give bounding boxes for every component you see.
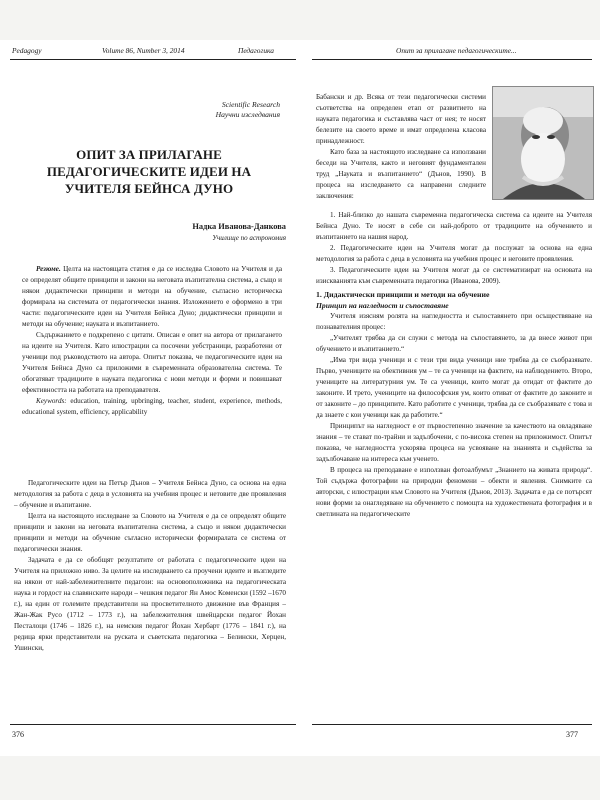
page-number-left: 376 (12, 730, 24, 739)
page-number-right: 377 (566, 730, 578, 739)
right-page (304, 40, 600, 756)
quote-paragraph: „Учителят трябва да си служи с метода на съпоставянето, за да внесе живот при обучението и възпитанието.“ (316, 334, 592, 353)
journal-name: Pedagogy (12, 46, 42, 55)
body-paragraph: Принципът на нагледност е от първостепенно значение за качеството на овладяване знания – те стават по-трайни и задълбочени, с по-висока степен на приложимост. Опитът показва, че нагледността ускорява процеса на усвояване на знанията и съдейства за задълбочаване на интереса към ученето. (316, 422, 592, 463)
body-paragraph: Задачата е да се обобщят резултатите от работата с педагогическите идеи на Учителя на приложно ниво. За целите на изследването са проучени идеите и възгледите на някои от най-забележителните педагози: на основоположника на педагогическата наука и гордост на славянските народи – чешкия педагог Ян Амос Коменски (1592 –1670 г.), на един от големите представители на просветителното движение във Франция – Жан-Жак Русо (1712 – 1773 г.), на забележителния швейцарски педагог Йохан Песталоци (1746 – 1826 г.), на немския педагог Йохан Хербарт (1776 – 1841 г.), на редица ярки представители на руската и съветската педагогика – Белински, Херцен, Ушински, (14, 556, 286, 652)
author-portrait-photo (492, 86, 594, 200)
body-paragraph: Целта на настоящото изследване за Словото на Учителя е да се определят общите принципи и закони на неговата възпитателна система, а също и някои дидактически принципи и методи на обучение съгласно исторически формиралата се система от педагогически знания. (14, 512, 286, 553)
numbered-item: 1. Най-близко до нашата съвременна педагогическа система са идеите на Учителя Бейнса Дуно. Те носят в себе си най-доброто от традициите на обучението и възпитанието на нашия народ. (316, 211, 592, 241)
left-page (0, 40, 304, 756)
footer-rule (312, 724, 592, 725)
keywords-label: Keywords: (36, 397, 67, 405)
abstract-p2: Съдържанието е подкрепено с цитати. Описан е опит на автора от прилагането на идеите на Учителя. Като илюстрации са посочени уебстраници, разработени от ученици под ръководството на автора. Опитът показва, че педагогическите идеи на Учителя Бейнса Дуно са приложими в съвременната образователна система. Те обогатяват традициите в науката педагогика с нови методи и форми и повишават ефективността на работата на преподавателя. (22, 331, 282, 394)
abstract (22, 264, 282, 418)
keywords: education, training, upbringing, teacher, student, experience, methods, educational system, efficiency, applicability (22, 397, 282, 416)
article-title: ОПИТ ЗА ПРИЛАГАНЕ ПЕДАГОГИЧЕСКИТЕ ИДЕИ НА УЧИТЕЛЯ БЕЙНСА ДУНО (46, 147, 252, 196)
section-label-bg: Научни изследвания (215, 110, 280, 119)
subsection-heading: Принцип на нагледност и съпоставяне (316, 301, 449, 310)
header-rule (10, 59, 296, 60)
body-paragraph: Учителя изясням ролята на нагледността и съпоставянето при осъществяване на познавателния процес: (316, 312, 592, 331)
section-heading: 1. Дидактически принципи и методи на обучение (316, 290, 490, 299)
body-left (14, 478, 286, 654)
body-paragraph: В процеса на преподаване е използван фотоалбумът „Знанието на живата природа“. Той съдържа фотографии на природни феномени – обекти и явления. Снимките са авторски, с илюстрации към Словото на Учителя (Дънов, 2013). Задачата е да се потърсят нови форми за онагледяване на обучението с помощта на художествената фотография и в светлината на педагогическите (316, 466, 592, 518)
column-main (316, 210, 592, 520)
numbered-item: 2. Педагогическите идеи на Учителя могат да послужат за основа на една методология за работа с деца в условията на учебния процес и неговите проявления. (316, 244, 592, 263)
column-top (316, 92, 486, 202)
abstract-text: Целта на настоящата статия е да се изследва Словото на Учителя и да се определят общите принципи и закони на неговата възпитателна система, а също и някои дидактически принципи и методи на обучение, съгласно историческа формирала на системата от педагогически знания. Изложението е оформено в три части: педагогическите идеи на Учителя Бейнса Дуно; дидактически принципи и методи на обучение; науката и възпитанието. (22, 265, 282, 328)
author-affiliation: Училище по астрономия (212, 234, 286, 242)
portrait-image (493, 87, 593, 199)
body-paragraph: Бабански и др. Всяка от тези педагогически системи съответства на определен етап от развитието на науката педагогика и съставлява част от нея; те носят белезите на своето време и имат определена класова принадлежност. (316, 93, 486, 145)
section-label-en: Scientific Research (221, 100, 280, 109)
numbered-item: 3. Педагогическите идеи на Учителя могат да се систематизират на основата на изискванията към съвременната педагогика (Иванова, 2009). (316, 266, 592, 285)
body-paragraph: Като база за настоящото изследване са използвани беседи на Учителя, както и неговият фундаментален труд „Науката и възпитанието“ (Дънов, 1990). В процеса на изследването са направени следните заключения: (316, 148, 486, 200)
body-paragraph: Педагогическите идеи на Петър Дънов – Учителя Бейнса Дуно, са основа на една методология за работа с деца в условията на учебния процес и нетовите две проявления – обучение и възпитание. (14, 479, 286, 509)
author-name: Надка Иванова-Данкова (192, 222, 286, 231)
abstract-label: Резюме. (36, 265, 61, 273)
quote-paragraph: „Има три вида ученици и с тези три вида ученици ние трябва да се съобразявате. Първо, учениците на обективния ум – те са ученици на фактите, на наблюдението. Второ, учениците на литературния ум. Те са ученици, които могат да отидат от фактите до законите. И трето, учениците на философския ум, които отиват от фактите до законите и от законите – до принципите. Като работите с ученици, трябва да се съобразявате с това и да знаете с кои ученици как да работите.“ (316, 356, 592, 419)
header-rule (312, 59, 592, 60)
journal-issue: Volume 86, Number 3, 2014 (102, 46, 185, 55)
journal-name-bg: Педагогика (238, 46, 274, 55)
footer-rule (10, 724, 296, 725)
running-head-right: Опит за прилагане педагогическите... (396, 46, 517, 55)
